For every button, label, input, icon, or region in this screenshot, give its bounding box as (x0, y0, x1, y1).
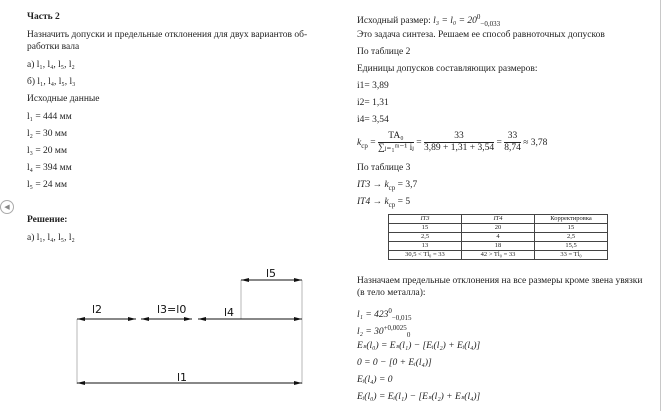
f2-den: 3,89 + 1,31 + 3,54 (424, 143, 495, 154)
fraction-2 (424, 131, 494, 154)
label-l1: l1 (177, 371, 188, 384)
cell: 30,5 < Tl₀ = 33 (389, 251, 462, 260)
equation-1-text: Eₛ(l₀) = Eₛ(l₁) − [Eᵢ(l₂) + Eᵢ(l₄)] (357, 341, 481, 351)
f1-num: TA₀ (378, 131, 414, 143)
dim-l3: l₃ = 20 мм (27, 146, 67, 156)
unit-i2: i2= 1,31 (357, 98, 389, 108)
it3-val: = 3,7 (395, 180, 418, 190)
l1-base: l₁ = 423 (357, 310, 389, 321)
header-correction: Корректировка (535, 215, 608, 224)
dim-l2: l₂ = 30 мм (27, 129, 67, 139)
l1-sub: −0,015 (391, 314, 412, 323)
dim-l4: l₄ = 394 мм (27, 163, 72, 173)
it3-line (357, 179, 417, 194)
cell: 2,5 (535, 233, 608, 242)
page-edge (660, 0, 661, 411)
cell: 20 (462, 224, 535, 233)
label-l5: l5 (266, 267, 277, 280)
equation-4 (357, 391, 480, 403)
equation-1 (357, 340, 480, 352)
units-label: Единицы допусков составляющих размеров: (357, 64, 538, 74)
synthesis-text: Это задача синтеза. Решаем ее способ равноточных допусков (357, 30, 605, 40)
l2-base: l₂ = 30 (357, 327, 384, 338)
table3-ref: По таблице 3 (357, 163, 411, 173)
table2-ref: По таблице 2 (357, 47, 411, 57)
dim-l5: l₅ = 24 мм (27, 180, 67, 190)
kcp-lhs-sub: ср (361, 141, 368, 150)
table-header (389, 215, 608, 224)
equation-4-text: Eᵢ(l₀) = Eᵢ(l₁) − [Eₛ(l₂) + Eₛ(l₄)] (357, 392, 481, 402)
equation-2-text: 0 = 0 − [0 + Eᵢ(l₄)] (357, 358, 432, 368)
l2-tolerance (357, 322, 410, 341)
cell: 15 (389, 224, 462, 233)
solution-heading: Решение: (27, 215, 68, 225)
it3: IT3 → k (357, 180, 389, 190)
label-l3: l3=l0 (157, 303, 187, 316)
equation-3 (357, 374, 393, 386)
it4-sub: ср (388, 200, 396, 209)
variant-b: б) l₁, l₄, l₅, l₃ (27, 77, 76, 87)
cell: 18 (462, 242, 535, 251)
equation-2 (357, 357, 432, 369)
table-row (389, 224, 608, 233)
unit-i4: i4= 3,54 (357, 115, 389, 125)
header-it3: IT3 (420, 215, 430, 222)
tolerance-table (388, 214, 608, 260)
unit-i1: i1= 3,89 (357, 81, 389, 91)
source-size-formula: l₃ = l₀ = 20 (433, 16, 477, 27)
f3-den: 8,74 (504, 143, 521, 154)
table-row (389, 242, 608, 251)
assign-text-line2: (в тело металла): (357, 288, 426, 298)
l2-sub: 0 (406, 331, 411, 340)
cell: 15,5 (535, 242, 608, 251)
source-size-label: Исходный размер: (357, 16, 434, 27)
header-it4: IT4 (493, 215, 503, 222)
assign-text-line1: Назначаем предельные отклонения на все размеры кроме звена увязки (357, 276, 643, 286)
variant-a: а) l₁, l₄, l₅, l₂ (27, 60, 75, 70)
cell: 42 > Tl₀ = 33 (462, 251, 535, 260)
source-data-label: Исходные данные (27, 94, 100, 104)
f3-num: 33 (504, 131, 521, 143)
dim-l1: l₁ = 444 мм (27, 112, 72, 122)
solution-variant: а) l₁, l₄, l₅, l₂ (27, 233, 75, 243)
cell: 4 (462, 233, 535, 242)
kcp-lhs: k (357, 138, 362, 148)
fraction-3 (504, 131, 521, 154)
task-text-line2: работки вала (27, 42, 80, 52)
table-row (389, 233, 608, 242)
source-size (357, 11, 500, 30)
cell: 13 (389, 242, 462, 251)
chevron-left-icon: ◀ (4, 203, 10, 211)
source-size-sup: 0 (476, 13, 481, 21)
f2-num: 33 (424, 131, 494, 143)
it3-sub: ср (388, 183, 396, 192)
kcp-formula: $k_{ср}$ = $\frac{\text{TA₀}}{\text{∑ⱼ₌₁ᵐ⁻¹ iⱼ}}$ = $\frac{33}{3,89 + 1,31 + 3,54}$ = $\frac{33}{8,74}$ ≈ 3,78 (357, 131, 548, 154)
fraction-1 (378, 131, 414, 154)
cell: 2,5 (389, 233, 462, 242)
task-text-line1: Назначить допуски и предельные отклонения для двух вариантов об- (27, 30, 308, 40)
f1-den: ∑ⱼ₌₁ᵐ⁻¹ iⱼ (377, 143, 414, 154)
l2-sup: +0,0025 (383, 324, 407, 332)
source-size-sub: −0,033 (480, 20, 501, 29)
it4-line (357, 196, 410, 211)
it4: IT4 → k (357, 197, 389, 207)
cell: 33 = Tl₀ (535, 251, 608, 260)
table-row (389, 251, 608, 260)
cell: 15 (535, 224, 608, 233)
section-heading: Часть 2 (27, 12, 60, 22)
label-l2: l2 (92, 303, 103, 316)
label-l4: l4 (224, 306, 235, 319)
it4-val: = 5 (395, 197, 411, 207)
l1-sup: 0 (388, 307, 392, 315)
equation-3-text: Eᵢ(l₄) = 0 (357, 375, 393, 385)
kcp-result: ≈ 3,78 (523, 138, 548, 148)
